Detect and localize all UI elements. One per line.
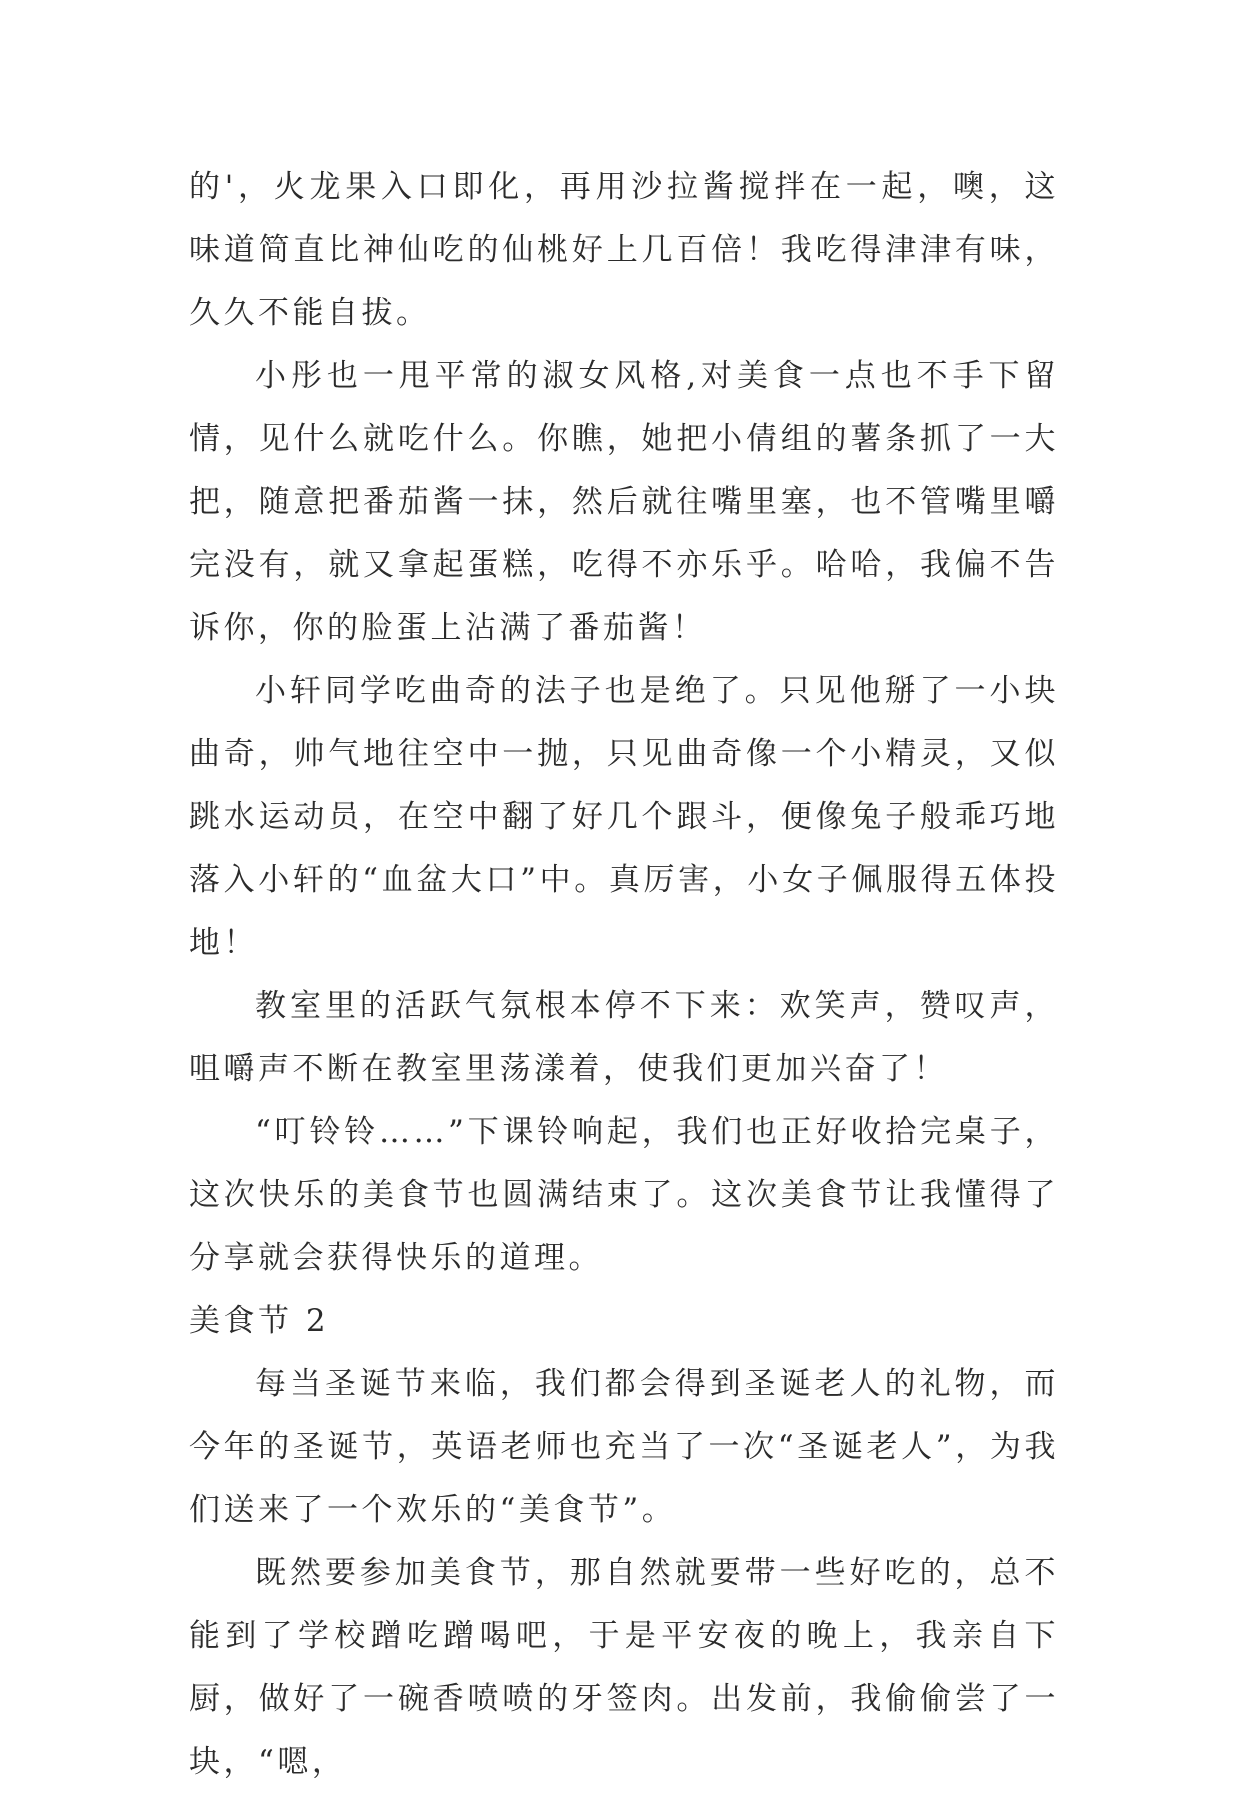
- paragraph-bell: “叮铃铃……”下课铃响起，我们也正好收拾完桌子，这次快乐的美食节也圆满结束了。这次美食节让我懂得了分享就会获得快乐的道理。: [189, 1114, 1059, 1276]
- paragraph-continuation: 的'，火龙果入口即化，再用沙拉酱搅拌在一起，噢，这味道简直比神仙吃的仙桃好上几百倍！我吃得津津有味，久久不能自拔。: [189, 169, 1059, 331]
- paragraph-classroom: 教室里的活跃气氛根本停不下来：欢笑声，赞叹声，咀嚼声不断在教室里荡漾着，使我们更加兴奋了！: [189, 988, 1059, 1087]
- document-body: [189, 156, 1059, 1794]
- paragraph-xiaotong: 小彤也一甩平常的淑女风格,对美食一点也不手下留情，见什么就吃什么。你瞧，她把小倩组的薯条抓了一大把，随意把番茄酱一抹，然后就往嘴里塞，也不管嘴里嚼完没有，就又拿起蛋糕，吃得不亦乐乎。哈哈，我偏不告诉你，你的脸蛋上沾满了番茄酱！: [189, 358, 1059, 646]
- paragraph-xiaoxuan: 小轩同学吃曲奇的法子也是绝了。只见他掰了一小块曲奇，帅气地往空中一抛，只见曲奇像一个小精灵，又似跳水运动员，在空中翻了好几个跟斗，便像兔子般乖巧地落入小轩的“血盆大口”中。真厉害，小女子佩服得五体投地！: [189, 673, 1059, 961]
- paragraph-cooking: 既然要参加美食节，那自然就要带一些好吃的，总不能到了学校蹭吃蹭喝吧，于是平安夜的晚上，我亲自下厨，做好了一碗香喷喷的牙签肉。出发前，我偷偷尝了一块，“嗯，: [189, 1555, 1059, 1780]
- section-heading: 美食节 2: [189, 1303, 330, 1339]
- paragraph-christmas: 每当圣诞节来临，我们都会得到圣诞老人的礼物，而今年的圣诞节，英语老师也充当了一次“圣诞老人”，为我们送来了一个欢乐的“美食节”。: [189, 1366, 1059, 1528]
